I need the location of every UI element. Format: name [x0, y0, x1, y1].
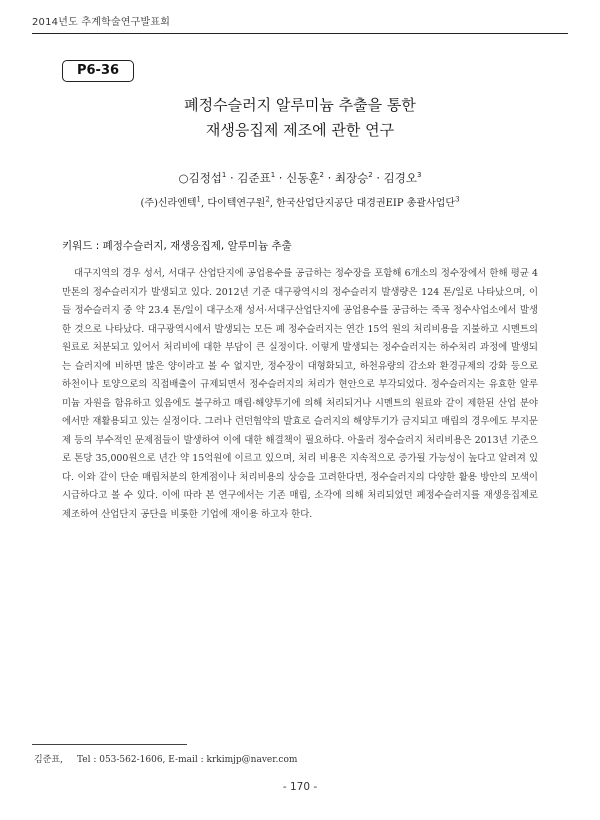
author-prefix: ○ [178, 171, 189, 185]
author-name: 김정섭 [188, 171, 222, 185]
affiliation-name: 한국산업단지공단 대경권EIP 총괄사업단 [276, 198, 456, 209]
affiliation-list [0, 194, 600, 209]
paper-title-line1: 폐정수슬러지 알루미늄 추출을 통한 [184, 96, 416, 114]
author-prefix: · [323, 171, 335, 185]
author-list [0, 170, 600, 186]
footnote-email: E-mail : krkimjp@naver.com [168, 755, 298, 765]
affiliation-name: 다이텍연구원 [207, 198, 266, 209]
corresponding-author-footnote [34, 752, 297, 765]
keywords: 키워드 : 폐정수슬러지, 재생응집제, 알루미늄 추출 [62, 240, 292, 252]
abstract-body: 대구지역의 경우 성서, 서대구 산업단지에 공업용수를 공급하는 정수장을 포함해 6개소의 정수장에서 한해 평균 4만톤의 정수슬러지가 발생되고 있다. 2012년 기준 대구광역시의 정수슬러지 발생량은 124 톤/일로 나타났으며, 이들 정수슬러지 중 약 23.4 톤/일이 대구소재 성서·서대구산업단지에 공업용수를 공급하는 죽곡 정수사업소에서 발생한 것으로 나타났다. 대구광역시에서 발생되는 모든 폐 정수슬러지는 연간 15억 원의 처리비용을 지불하고 시멘트의 원료로 처분되고 있어서 처리비에 대한 부담이 큰 실정이다. 이렇게 발생되는 정수슬러지는 하수처리 과정에 발생되는 슬러지에 비하면 많은 양이라고 볼 수 없지만, 정수장이 대형화되고, 하천유량의 감소와 환경규제의 강화 등으로 하천이나 토양으로의 직접배출이 규제되면서 정수슬러지의 처리가 현안으로 부각되었다. 정수슬러지는 유효한 알루미늄 자원을 함유하고 있음에도 불구하고 매립·해양투기에 의해 처리되거나 시멘트의 원료와 같이 제한된 산업 분야에서만 재활용되고 있는 실정이다. 그러나 런던협약의 발효로 슬러지의 해양투기가 금지되고 매립의 경우에도 부지문제 등의 부수적인 문제점들이 발생하여 이에 대한 해결책이 필요하다. 아울러 정수슬러지 처리비용은 2013년 기준으로 톤당 35,000원으로 년간 약 15억원에 이르고 있으며, 처리 비용은 지속적으로 증가될 가능성이 높다고 알려져 있다. 이와 같이 단순 매립처분의 한계점이나 처리비용의 상승을 고려한다면, 정수슬러지의 다양한 활용 방안의 모색이 시급하다고 볼 수 있다. 이에 따라 본 연구에서는 기존 매립, 소각에 의해 처리되었던 폐정수슬러지를 재생응집제로 제조하여 산업단지 공단을 비롯한 기업에 재이용 하고자 한다. [62, 268, 538, 520]
page-number: - 170 - [282, 781, 318, 793]
author-name: 신동훈 [286, 171, 320, 185]
author-affiliation-mark: 2 [368, 171, 373, 180]
paper-title-line2: 재생응집제 제조에 관한 연구 [205, 121, 395, 139]
affiliation-prefix: , [201, 198, 208, 209]
author-prefix: · [372, 171, 384, 185]
affiliation-name: (주)신라엔텍 [140, 198, 197, 209]
author-affiliation-mark: 2 [319, 171, 324, 180]
affiliation-prefix: , [269, 198, 277, 209]
conference-header: 2014년도 추계학술연구발표회 [32, 17, 171, 28]
author-name: 최장승 [334, 171, 369, 185]
author-affiliation-mark: 3 [416, 171, 422, 180]
paper-code-badge: P6-36 [62, 60, 134, 82]
affiliation-mark: 3 [455, 195, 460, 204]
author-name: 김준표 [237, 171, 271, 185]
header-rule [32, 33, 568, 34]
footnote-author: 김준표, [34, 755, 63, 765]
author-affiliation-mark: 1 [270, 171, 276, 180]
footnote-tel: Tel : 053-562-1606, [76, 755, 166, 765]
author-name: 김경오 [383, 171, 417, 185]
affiliation-mark: 2 [265, 195, 270, 204]
affiliation-mark: 1 [196, 195, 202, 204]
author-prefix: · [275, 171, 287, 185]
author-prefix: · [226, 171, 238, 185]
footnote-rule [32, 744, 187, 745]
author-affiliation-mark: 1 [221, 171, 227, 180]
